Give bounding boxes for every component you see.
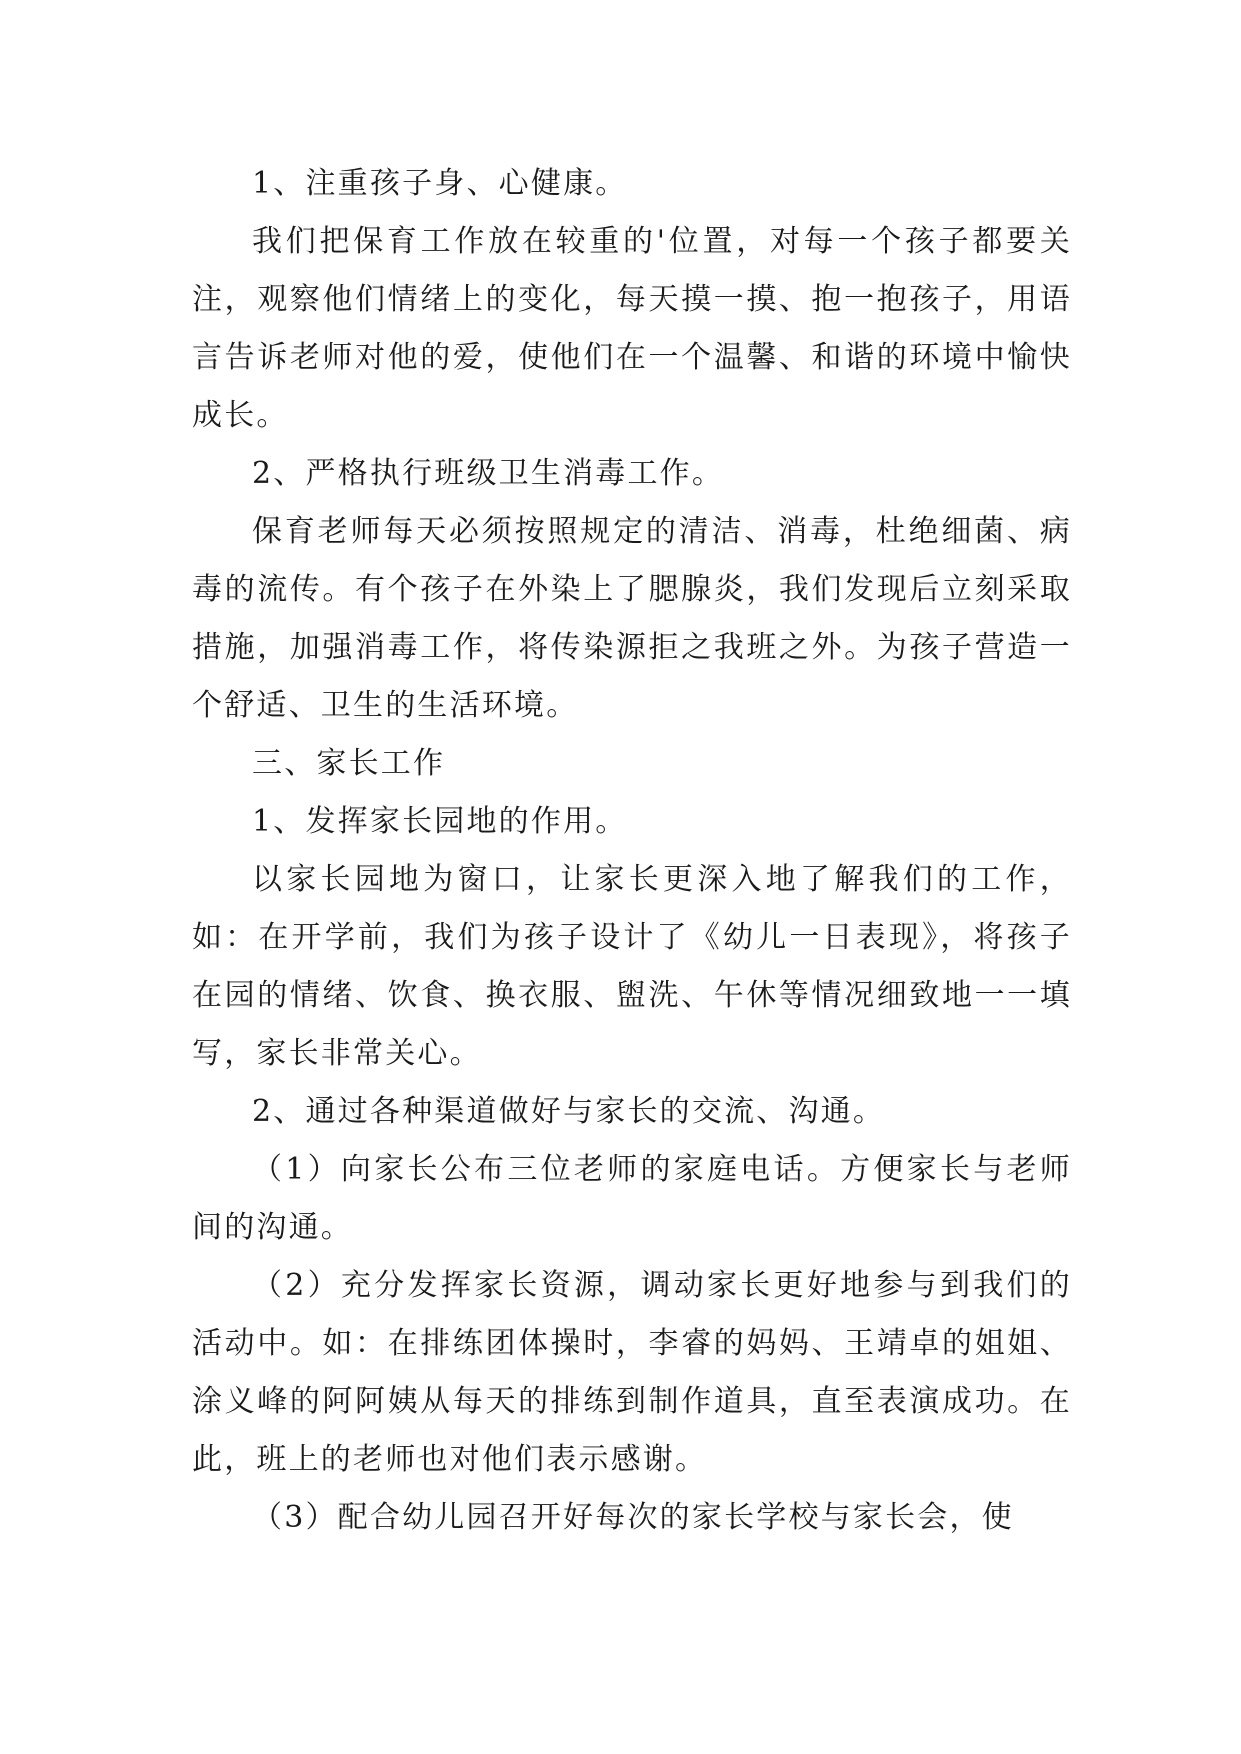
document-body xyxy=(192,155,1072,1547)
paragraph-parent-garden: 以家长园地为窗口，让家长更深入地了解我们的工作，如：在开学前，我们为孩子设计了《幼儿一日表现》，将孩子在园的情绪、饮食、换衣服、盥洗、午休等情况细致地一一填写，家长非常关心。 xyxy=(192,862,1072,1071)
paragraph-health-heading: 1、注重孩子身、心健康。 xyxy=(252,166,628,201)
paragraph-disinfection: 保育老师每天必须按照规定的清洁、消毒，杜绝细菌、病毒的流传。有个孩子在外染上了腮腺炎，我们发现后立刻采取措施，加强消毒工作，将传染源拒之我班之外。为孩子营造一个舒适、卫生的生活环境。 xyxy=(192,514,1072,723)
paragraph-item-2: （2）充分发挥家长资源，调动家长更好地参与到我们的活动中。如：在排练团体操时，李睿的妈妈、王靖卓的姐姐、涂义峰的阿阿姨从每天的排练到制作道具，直至表演成功。在此，班上的老师也对他们表示感谢。 xyxy=(192,1268,1072,1477)
paragraph-communication-heading: 2、通过各种渠道做好与家长的交流、沟通。 xyxy=(252,1094,886,1129)
paragraph-item-1: （1）向家长公布三位老师的家庭电话。方便家长与老师间的沟通。 xyxy=(192,1152,1072,1245)
paragraph-hygiene-heading: 2、严格执行班级卫生消毒工作。 xyxy=(252,456,725,491)
paragraph-item-3: （3）配合幼儿园召开好每次的家长学校与家长会，使 xyxy=(252,1500,1014,1535)
paragraph-care-work: 我们把保育工作放在较重的'位置，对每一个孩子都要关注，观察他们情绪上的变化，每天摸一摸、抱一抱孩子，用语言告诉老师对他的爱，使他们在一个温馨、和谐的环境中愉快成长。 xyxy=(192,224,1072,433)
section-heading-parent-work: 三、家长工作 xyxy=(252,746,446,781)
paragraph-parent-garden-heading: 1、发挥家长园地的作用。 xyxy=(252,804,628,839)
